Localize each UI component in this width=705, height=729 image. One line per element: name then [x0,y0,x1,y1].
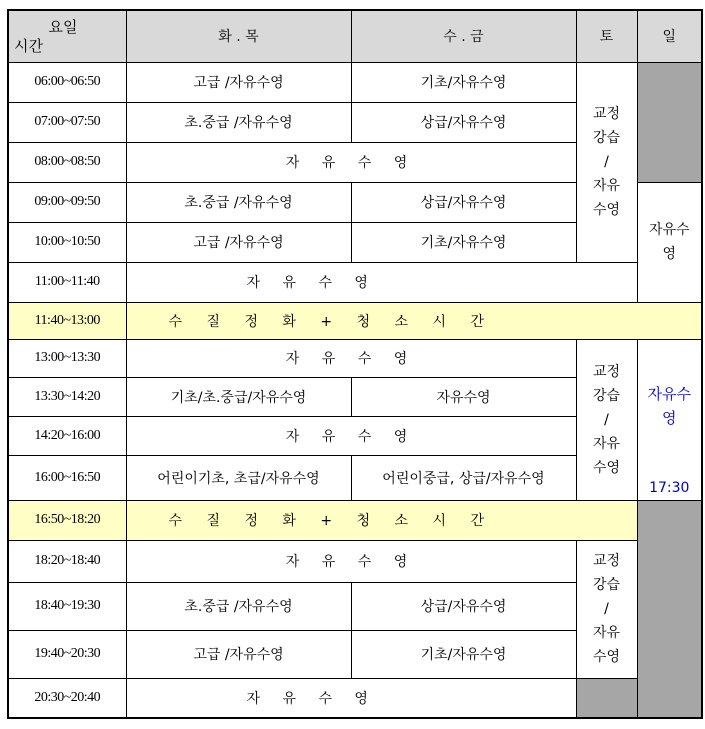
time-cell: 11:40~13:00 [8,302,126,339]
header-tue-thu: 화 . 목 [126,10,351,62]
saturday-text: 수영 [592,459,621,476]
time-cell: 09:00~09:50 [8,182,126,222]
table-row [8,540,702,582]
sunday-end-time: 17:30 [649,479,690,496]
saturday-lesson-block-1 [576,62,637,262]
tue-thu-cell: 고급 /자유수영 [126,222,351,262]
tue-thu-cell: 고급 /자유수영 [126,630,351,678]
saturday-text: 교정 [592,363,621,380]
saturday-closed-cell [576,678,637,718]
free-swim-cell: 자 유 수 영 [126,678,576,718]
time-cell: 18:40~19:30 [8,582,126,630]
wed-fri-cell: 상급/자유수영 [351,582,576,630]
saturday-text: 자유 [592,625,621,641]
saturday-text: / [604,601,609,617]
cleaning-row [8,302,702,339]
saturday-text: 자유 [592,178,621,194]
header-day-time-cell [8,10,126,62]
saturday-text: 교정 [592,553,621,569]
sunday-text: 자유수 [648,222,690,238]
header-day-label: 요일 [48,18,78,36]
time-cell: 06:00~06:50 [8,62,126,102]
table-row [8,262,702,302]
sunday-text: 영 [662,408,677,427]
saturday-text: 교정 [592,106,621,122]
cleaning-cell: 수 질 정 화 + 청 소 시 간 [126,302,702,339]
saturday-text: / [604,411,609,428]
wed-fri-cell: 상급/자유수영 [351,102,576,142]
pool-schedule-table [7,9,703,719]
tue-thu-cell: 기초/초.중급/자유수영 [126,377,351,416]
time-cell: 20:30~20:40 [8,678,126,718]
header-sun: 일 [637,10,702,62]
time-cell: 08:00~08:50 [8,142,126,182]
table-row [8,62,702,102]
tue-thu-cell: 고급 /자유수영 [126,62,351,102]
time-cell: 10:00~10:50 [8,222,126,262]
wed-fri-cell: 기초/자유수영 [351,630,576,678]
cleaning-cell: 수 질 정 화 + 청 소 시 간 [126,500,637,540]
time-cell: 16:50~18:20 [8,500,126,540]
tue-thu-cell: 어린이기초, 초급/자유수영 [126,455,351,500]
header-sat: 토 [576,10,637,62]
header-time-label: 시간 [14,36,43,55]
tue-thu-cell: 초.중급 /자유수영 [126,102,351,142]
wed-fri-cell: 상급/자유수영 [351,182,576,222]
wed-fri-cell: 기초/자유수영 [351,62,576,102]
sunday-text: 자유수 [647,384,691,403]
time-cell: 14:20~16:00 [8,416,126,455]
saturday-text: / [604,154,609,170]
time-cell: 13:00~13:30 [8,339,126,377]
time-cell: 16:00~16:50 [8,455,126,500]
time-cell: 19:40~20:30 [8,630,126,678]
saturday-text: 자유 [592,435,621,452]
saturday-text: 강습 [592,130,621,146]
sunday-free-swim-block-1 [637,182,702,302]
time-cell: 07:00~07:50 [8,102,126,142]
wed-fri-cell: 자유수영 [351,377,576,416]
wed-fri-cell: 어린이중급, 상급/자유수영 [351,455,576,500]
sunday-closed-block-2 [637,500,702,718]
free-swim-cell: 자 유 수 영 [126,142,576,182]
saturday-text: 강습 [592,387,621,404]
saturday-text: 강습 [592,577,621,593]
free-swim-cell: 자 유 수 영 [126,262,637,302]
tue-thu-cell: 초.중급 /자유수영 [126,582,351,630]
table-row [8,339,702,377]
saturday-text: 수영 [592,649,621,665]
saturday-lesson-block-3 [576,540,637,678]
free-swim-cell: 자 유 수 영 [126,339,576,377]
time-cell: 11:00~11:40 [8,262,126,302]
free-swim-cell: 자 유 수 영 [126,416,576,455]
time-cell: 13:30~14:20 [8,377,126,416]
sunday-closed-block-1 [637,62,702,182]
saturday-text: 수영 [592,202,621,218]
sunday-text: 영 [662,246,677,262]
cleaning-row [8,500,702,540]
saturday-lesson-block-2 [576,339,637,500]
header-row [8,10,702,62]
header-wed-fri: 수 . 금 [351,10,576,62]
free-swim-cell: 자 유 수 영 [126,540,576,582]
wed-fri-cell: 기초/자유수영 [351,222,576,262]
sunday-free-swim-block-2 [637,339,702,500]
table-row [8,678,702,718]
tue-thu-cell: 초.중급 /자유수영 [126,182,351,222]
time-cell: 18:20~18:40 [8,540,126,582]
